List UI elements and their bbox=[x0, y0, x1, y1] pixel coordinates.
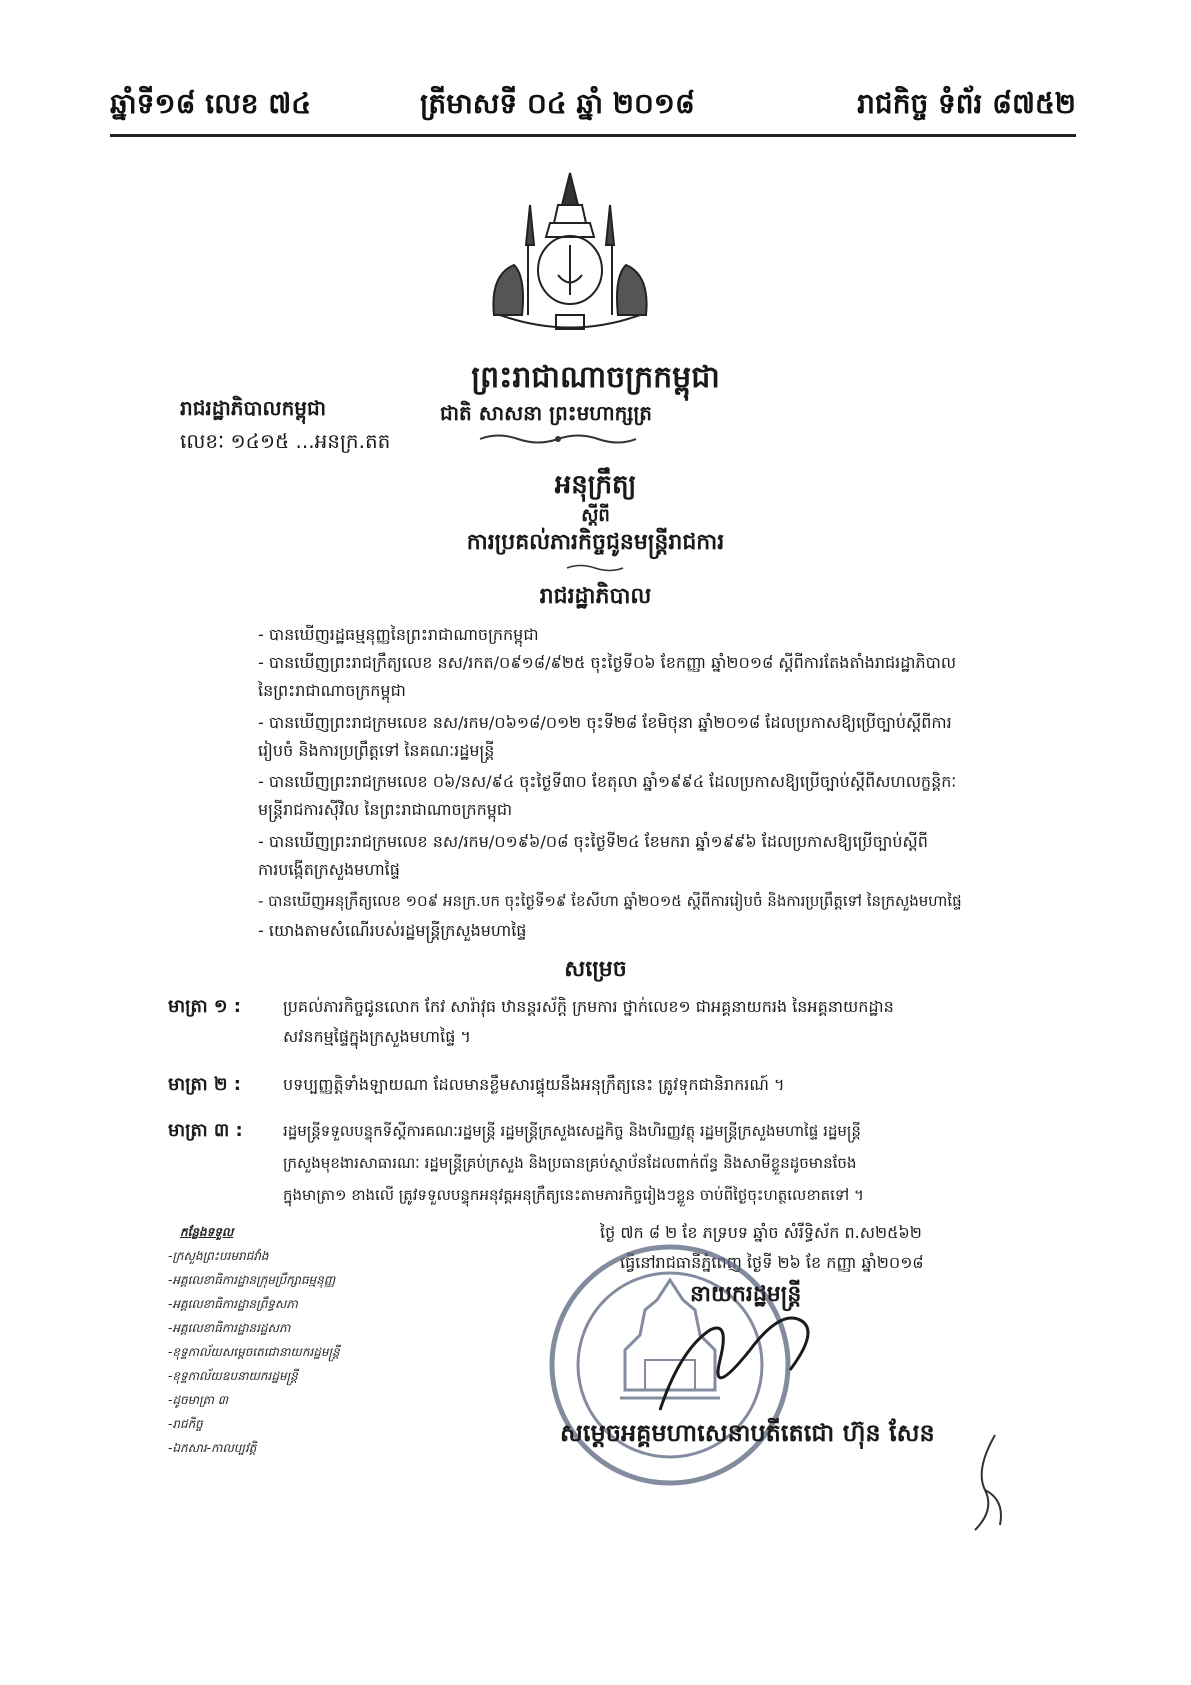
header-rule bbox=[110, 134, 1076, 137]
preamble-line: ការបង្កើតក្រសួងមហាផ្ទៃ bbox=[258, 860, 400, 879]
cc-item: -ក្រសួងព្រះបរមរាជវាំង bbox=[168, 1249, 269, 1263]
gazette-quarter: ត្រីមាសទី ០៤ ឆ្នាំ ២០១៨ bbox=[420, 87, 695, 120]
preamble-line: - យោងតាមសំណើរបស់រដ្ឋមន្ត្រីក្រសួងមហាផ្ទៃ bbox=[258, 921, 527, 940]
cc-item: -ខុទ្ទកាល័យសម្តេចតេជោនាយករដ្ឋមន្ត្រី bbox=[168, 1345, 340, 1359]
article-2-label: មាត្រា ២ : bbox=[168, 1074, 241, 1095]
decree-subject: ការប្រគល់ភារកិច្ចជូនមន្ត្រីរាជការ bbox=[466, 530, 725, 555]
article-3-label: មាត្រា ៣ : bbox=[168, 1120, 243, 1141]
cc-item: -ដូចមាត្រា ៣ bbox=[168, 1393, 229, 1407]
royal-coat-of-arms-emblem bbox=[470, 165, 670, 345]
small-divider-icon bbox=[565, 563, 625, 573]
article-1-text: សវនកម្មផ្ទៃក្នុងក្រសួងមហាផ្ទៃ ។ bbox=[283, 1027, 471, 1046]
preamble-line: - បានឃើញព្រះរាជក្រឹត្យលេខ នស/រកត/០៩១៨/៩២៥ ចុះថ្ងៃទី០៦ ខែកញ្ញា ឆ្នាំ២០១៨ ស្ដីពីការតែងតាំងរាជរដ្ឋាភិបាល bbox=[258, 653, 957, 672]
cc-item: -ឯកសារ-កាលប្បវត្តិ bbox=[168, 1441, 257, 1455]
article-1-label: មាត្រា ១ : bbox=[168, 996, 241, 1017]
decree-about: ស្ដីពី bbox=[581, 505, 610, 526]
preamble-line: មន្ត្រីរាជការស៊ីវិល នៃព្រះរាជាណាចក្រកម្ពុជា bbox=[258, 800, 513, 819]
gazette-year-issue: ឆ្នាំទី១៨ លេខ ៧៤ bbox=[110, 87, 312, 120]
preamble-line: នៃព្រះរាជាណាចក្រកម្ពុជា bbox=[258, 681, 406, 700]
kingdom-title: ព្រះរាជាណាចក្រកម្ពុជា bbox=[471, 360, 720, 395]
preamble-line: - បានឃើញអនុក្រឹត្យលេខ ១០៩ អនក្រ.បក ចុះថ្ងៃទី១៩ ខែសីហា ឆ្នាំ២០១៥ ស្ដីពីការរៀបចំ និងការប្រព្រឹត្តទៅ នៃក្រសួងមហាផ្ទៃ bbox=[258, 892, 962, 910]
ornament-divider-icon bbox=[478, 432, 638, 446]
government-heading: រាជរដ្ឋាភិបាល bbox=[539, 584, 652, 609]
place-and-date: ធ្វើនៅរាជធានីភ្នំពេញ ថ្ងៃទី ២៦ ខែ កញ្ញា ឆ្នាំ២០១៨ bbox=[620, 1253, 924, 1272]
cc-heading: កន្លែងទទួល bbox=[180, 1225, 234, 1239]
preamble-line: - បានឃើញព្រះរាជក្រមលេខ នស/រកម/០៦១៨/០១២ ចុះទី២៨ ខែមិថុនា ឆ្នាំ២០១៨ ដែលប្រកាសឱ្យប្រើច្បាប់ស្ដីពីការ bbox=[258, 713, 952, 732]
article-3-text: រដ្ឋមន្ត្រីទទួលបន្ទុកទីស្ដីការគណៈរដ្ឋមន្ត្រី រដ្ឋមន្ត្រីក្រសួងសេដ្ឋកិច្ច និងហិរញ្ញវត្ថុ រដ្ឋមន្ត្រីក្រសួងមហាផ្ទៃ រដ្ឋមន្ត្រី bbox=[283, 1122, 861, 1140]
margin-scribble-mark bbox=[955, 1430, 1015, 1540]
decree-type: អនុក្រឹត្យ bbox=[554, 470, 637, 500]
lunar-date: ថ្ងៃ ៧ក ៨ ២ ខែ ភទ្របទ ឆ្នាំច សំរឹទ្ធិស័ក ព.ស២៥៦២ bbox=[600, 1223, 922, 1242]
article-1-text: ប្រគល់ភារកិច្ចជូនលោក កែវ សារ៉ាវុធ ឋានន្តរស័ក្តិ ក្រមការ ថ្នាក់លេខ១ ជាអគ្គនាយករង នៃអគ្គនាយកដ្ឋាន bbox=[283, 997, 894, 1016]
article-3-text: ក្រសួងមុខងារសាធារណៈ រដ្ឋមន្ត្រីគ្រប់ក្រសួង និងប្រធានគ្រប់ស្ថាប័នដែលពាក់ព័ន្ធ និងសាមីខ្លួនដូចមានចែង bbox=[283, 1154, 857, 1172]
cc-item: -អគ្គលេខាធិការដ្ឋានព្រឹទ្ធសភា bbox=[168, 1297, 298, 1311]
preamble-line: - បានឃើញព្រះរាជក្រមលេខ ០៦/នស/៩៤ ចុះថ្ងៃទី៣០ ខែតុលា ឆ្នាំ១៩៩៤ ដែលប្រកាសឱ្យប្រើច្បាប់ស្ដីពីសហលក្ខន្តិកៈ bbox=[258, 772, 957, 791]
cc-item: -អគ្គលេខាធិការដ្ឋានក្រុមប្រឹក្សាធម្មនុញ្ញ bbox=[168, 1273, 336, 1287]
signatory-title: នាយករដ្ឋមន្ត្រី bbox=[690, 1282, 802, 1307]
decree-number: លេខៈ ១៤១៥ ...អនក្រ.តត bbox=[180, 429, 391, 453]
article-2-text: បទប្បញ្ញត្តិទាំងឡាយណា ដែលមានខ្លឹមសារផ្ទុយនឹងអនុក្រឹត្យនេះ ត្រូវទុកជានិរាករណ៍ ។ bbox=[283, 1075, 785, 1094]
cc-item: -អគ្គលេខាធិការដ្ឋានរដ្ឋសភា bbox=[168, 1321, 291, 1335]
national-motto: ជាតិ សាសនា ព្រះមហាក្សត្រ bbox=[440, 401, 652, 425]
preamble-line: រៀបចំ និងការប្រព្រឹត្តទៅ នៃគណៈរដ្ឋមន្ត្រី bbox=[258, 741, 495, 760]
cc-item: -ខុទ្ទកាល័យឧបនាយករដ្ឋមន្ត្រី bbox=[168, 1369, 298, 1383]
gazette-page: រាជកិច្ច ទំព័រ ៨៧៥២ bbox=[857, 87, 1076, 120]
issuer-name: រាជរដ្ឋាភិបាលកម្ពុជា bbox=[180, 396, 326, 420]
decides-heading: សម្រេច bbox=[564, 957, 627, 982]
preamble-line: - បានឃើញរដ្ឋធម្មនុញ្ញនៃព្រះរាជាណាចក្រកម្ពុជា bbox=[258, 625, 539, 644]
cc-item: -រាជកិច្ច bbox=[168, 1417, 203, 1431]
signature-mark bbox=[640, 1290, 840, 1420]
preamble-line: - បានឃើញព្រះរាជក្រមលេខ នស/រកម/០១៩៦/០៨ ចុះថ្ងៃទី២៤ ខែមករា ឆ្នាំ១៩៩៦ ដែលប្រកាសឱ្យប្រើច្បាប់ស្ដីពី bbox=[258, 832, 928, 851]
signatory-name: សម្តេចអគ្គមហាសេនាបតីតេជោ ហ៊ុន សែន bbox=[560, 1419, 935, 1447]
article-3-text: ក្នុងមាត្រា១ ខាងលើ ត្រូវទទួលបន្ទុកអនុវត្តអនុក្រឹត្យនេះតាមភារកិច្ចរៀងៗខ្លួន ចាប់ពីថ្ងៃចុះហត្ថលេខាតទៅ ។ bbox=[283, 1186, 864, 1204]
